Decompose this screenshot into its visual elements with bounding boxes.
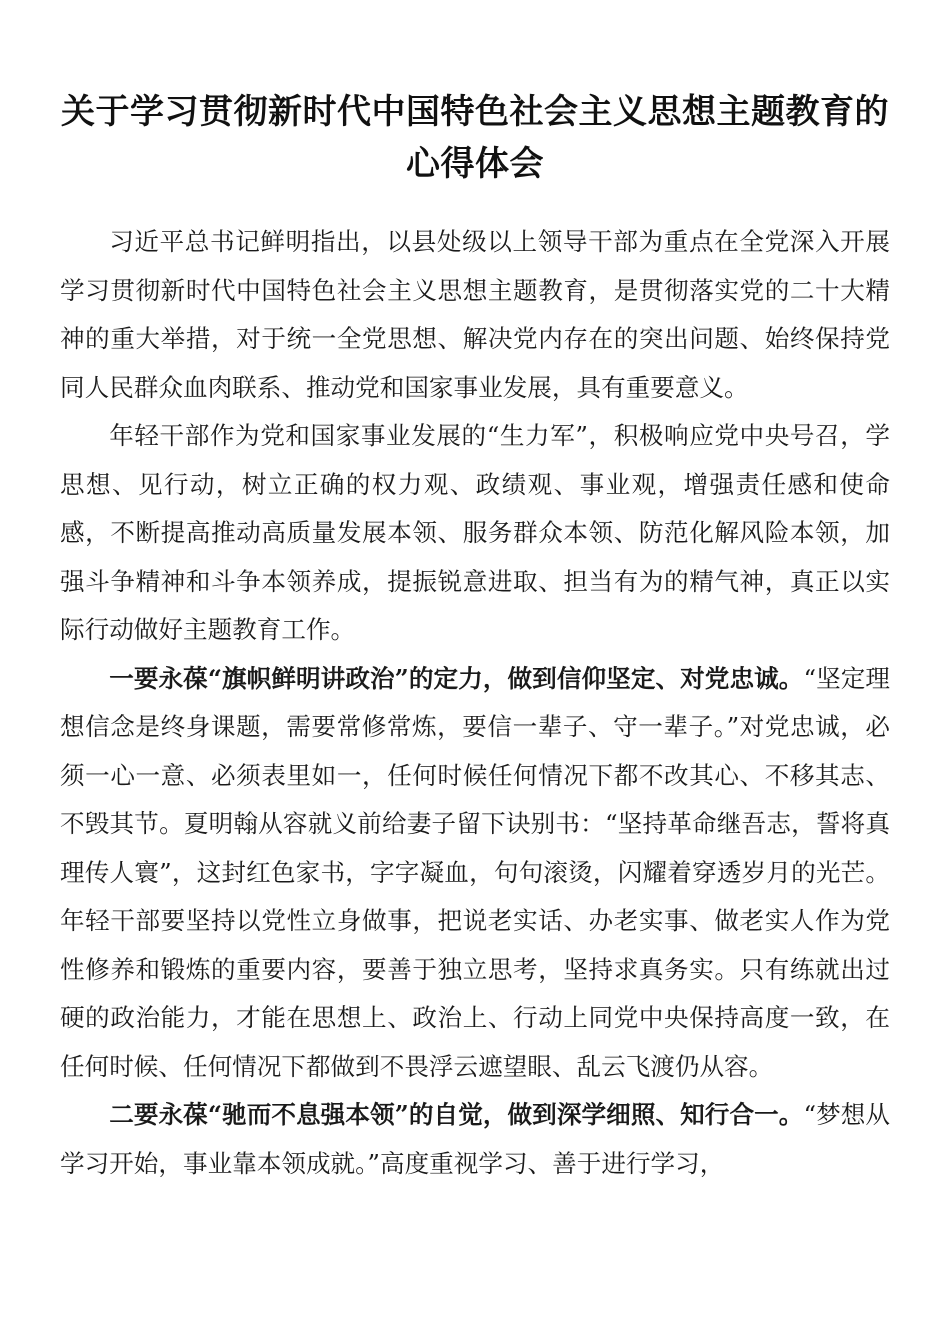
- paragraph-2: [60, 412, 890, 655]
- paragraph-4: [60, 1091, 890, 1188]
- paragraph-4-text: “梦想从学习开始，事业靠本领成就。”高度重视学习、善于进行学习，: [60, 1100, 891, 1178]
- paragraph-3-lead: 一要永葆“旗帜鲜明讲政治”的定力，做到信仰坚定、对党忠诚。: [109, 663, 804, 693]
- paragraph-3: [60, 655, 890, 1092]
- paragraph-2-text: 年轻干部作为党和国家事业发展的“生力军”，积极响应党中央号召，学思想、见行动，树立正确的权力观、政绩观、事业观，增强责任感和使命感，不断提高推动高质量发展本领、服务群众本领、防范化解风险本领，加强斗争精神和斗争本领养成，提振锐意进取、担当有为的精气神，真正以实际行动做好主题教育工作。: [60, 421, 890, 644]
- paragraph-1-text: 习近平总书记鲜明指出，以县处级以上领导干部为重点在全党深入开展学习贯彻新时代中国特色社会主义思想主题教育，是贯彻落实党的二十大精神的重大举措，对于统一全党思想、解决党内存在的突出问题、始终保持党同人民群众血肉联系、推动党和国家事业发展，具有重要意义。: [60, 227, 890, 402]
- document-body: [60, 218, 890, 1188]
- paragraph-4-lead: 二要永葆“驰而不息强本领”的自觉，做到深学细照、知行合一。: [109, 1100, 804, 1129]
- paragraph-1: [60, 218, 890, 412]
- document-title: 关于学习贯彻新时代中国特色社会主义思想主题教育的心得体会: [61, 92, 889, 184]
- paragraph-3-text: “坚定理想信念是终身课题，需要常修常炼，要信一辈子、守一辈子。”对党忠诚，必须一心一意、必须表里如一，任何时候任何情况下都不改其心、不移其志、不毁其节。夏明翰从容就义前给妻子留下诀别书：“坚持革命继吾志，誓将真理传人寰”，这封红色家书，字字凝血，句句滚烫，闪耀着穿透岁月的光芒。年轻干部要坚持以党性立身做事，把说老实话、办老实事、做老实人作为党性修养和锻炼的重要内容，要善于独立思考，坚持求真务实。只有练就出过硬的政治能力，才能在思想上、政治上、行动上同党中央保持高度一致，在任何时候、任何情况下都做到不畏浮云遮望眼、乱云飞渡仍从容。: [60, 663, 891, 1081]
